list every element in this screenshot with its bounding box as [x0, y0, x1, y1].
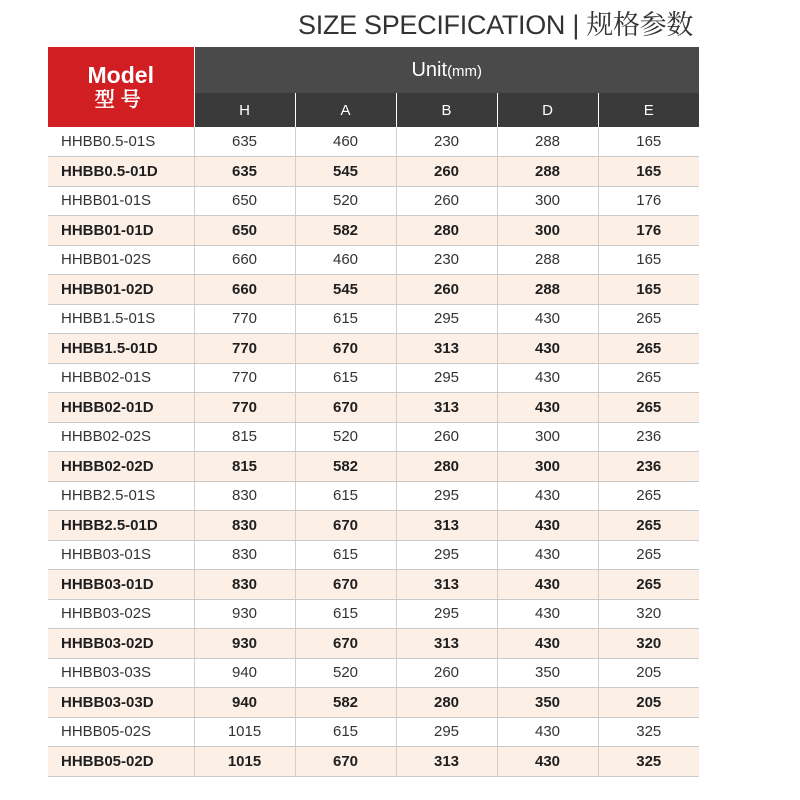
cell-a: 670: [295, 511, 396, 541]
cell-e: 165: [598, 127, 699, 157]
table-row: [48, 688, 699, 718]
cell-d: 288: [497, 127, 598, 157]
model-label-en: Model: [87, 62, 154, 88]
table-row: [48, 511, 699, 541]
cell-d: 430: [497, 570, 598, 600]
model-cell: HHBB05-02S: [48, 717, 194, 747]
cell-a: 615: [295, 540, 396, 570]
column-header-h: H: [194, 93, 295, 127]
model-cell: HHBB03-02D: [48, 629, 194, 659]
cell-b: 313: [396, 747, 497, 777]
cell-e: 165: [598, 245, 699, 275]
cell-h: 660: [194, 245, 295, 275]
table-row: [48, 717, 699, 747]
model-cell: HHBB0.5-01S: [48, 127, 194, 157]
table-row: [48, 599, 699, 629]
cell-d: 300: [497, 452, 598, 482]
table-row: [48, 275, 699, 305]
model-cell: HHBB1.5-01S: [48, 304, 194, 334]
cell-b: 230: [396, 245, 497, 275]
cell-e: 325: [598, 717, 699, 747]
cell-a: 670: [295, 747, 396, 777]
cell-e: 205: [598, 688, 699, 718]
cell-e: 236: [598, 452, 699, 482]
table-row: [48, 245, 699, 275]
cell-d: 350: [497, 658, 598, 688]
cell-a: 460: [295, 127, 396, 157]
cell-h: 930: [194, 629, 295, 659]
cell-b: 295: [396, 540, 497, 570]
cell-a: 520: [295, 658, 396, 688]
cell-e: 176: [598, 216, 699, 246]
page-title: SIZE SPECIFICATION | 规格参数: [298, 10, 694, 40]
cell-e: 265: [598, 540, 699, 570]
cell-d: 300: [497, 186, 598, 216]
table-row: [48, 629, 699, 659]
cell-d: 430: [497, 393, 598, 423]
cell-b: 260: [396, 157, 497, 187]
cell-h: 770: [194, 363, 295, 393]
cell-a: 545: [295, 275, 396, 305]
model-cell: HHBB2.5-01S: [48, 481, 194, 511]
model-cell: HHBB2.5-01D: [48, 511, 194, 541]
table-row: [48, 747, 699, 777]
cell-h: 635: [194, 157, 295, 187]
cell-b: 295: [396, 481, 497, 511]
column-header-d: D: [497, 93, 598, 127]
model-cell: HHBB01-02D: [48, 275, 194, 305]
unit-suffix: (mm): [447, 62, 483, 80]
cell-h: 830: [194, 481, 295, 511]
cell-d: 288: [497, 275, 598, 305]
cell-e: 265: [598, 511, 699, 541]
table-row: [48, 304, 699, 334]
cell-b: 260: [396, 186, 497, 216]
cell-b: 260: [396, 658, 497, 688]
model-cell: HHBB02-02S: [48, 422, 194, 452]
cell-h: 830: [194, 511, 295, 541]
cell-d: 430: [497, 599, 598, 629]
model-cell: HHBB01-01S: [48, 186, 194, 216]
cell-h: 930: [194, 599, 295, 629]
cell-a: 615: [295, 304, 396, 334]
cell-b: 295: [396, 599, 497, 629]
unit-label: Unit: [411, 58, 448, 81]
cell-b: 313: [396, 570, 497, 600]
cell-h: 940: [194, 688, 295, 718]
cell-e: 176: [598, 186, 699, 216]
table-body: [48, 127, 699, 776]
cell-e: 265: [598, 334, 699, 364]
cell-a: 670: [295, 334, 396, 364]
model-column-header: [48, 47, 194, 127]
cell-d: 430: [497, 717, 598, 747]
cell-a: 520: [295, 186, 396, 216]
cell-e: 265: [598, 363, 699, 393]
cell-h: 1015: [194, 747, 295, 777]
cell-e: 205: [598, 658, 699, 688]
column-header-b: B: [396, 93, 497, 127]
cell-b: 230: [396, 127, 497, 157]
cell-a: 582: [295, 688, 396, 718]
table-row: [48, 157, 699, 187]
cell-a: 545: [295, 157, 396, 187]
table-row: [48, 540, 699, 570]
cell-b: 313: [396, 629, 497, 659]
table-row: [48, 186, 699, 216]
cell-b: 295: [396, 717, 497, 747]
table-row: [48, 452, 699, 482]
model-cell: HHBB02-01D: [48, 393, 194, 423]
cell-d: 300: [497, 422, 598, 452]
column-header-a: A: [295, 93, 396, 127]
cell-e: 165: [598, 275, 699, 305]
cell-d: 350: [497, 688, 598, 718]
cell-d: 288: [497, 245, 598, 275]
cell-b: 260: [396, 275, 497, 305]
model-cell: HHBB02-02D: [48, 452, 194, 482]
size-specification-table: [48, 47, 699, 777]
cell-d: 430: [497, 629, 598, 659]
cell-h: 650: [194, 186, 295, 216]
cell-h: 830: [194, 570, 295, 600]
cell-d: 430: [497, 334, 598, 364]
cell-e: 265: [598, 570, 699, 600]
table-row: [48, 216, 699, 246]
model-cell: HHBB0.5-01D: [48, 157, 194, 187]
model-cell: HHBB03-02S: [48, 599, 194, 629]
cell-e: 265: [598, 393, 699, 423]
cell-e: 165: [598, 157, 699, 187]
cell-a: 460: [295, 245, 396, 275]
cell-h: 660: [194, 275, 295, 305]
cell-h: 815: [194, 422, 295, 452]
cell-a: 520: [295, 422, 396, 452]
model-label-cn: 型号: [94, 89, 147, 111]
column-header-e: E: [598, 93, 699, 127]
cell-h: 770: [194, 334, 295, 364]
model-cell: HHBB02-01S: [48, 363, 194, 393]
cell-d: 430: [497, 747, 598, 777]
cell-b: 280: [396, 216, 497, 246]
cell-h: 635: [194, 127, 295, 157]
cell-e: 325: [598, 747, 699, 777]
table-row: [48, 422, 699, 452]
cell-d: 430: [497, 511, 598, 541]
cell-d: 288: [497, 157, 598, 187]
cell-h: 650: [194, 216, 295, 246]
cell-a: 615: [295, 599, 396, 629]
table-row: [48, 363, 699, 393]
cell-h: 940: [194, 658, 295, 688]
cell-d: 300: [497, 216, 598, 246]
cell-a: 615: [295, 717, 396, 747]
model-cell: HHBB03-03S: [48, 658, 194, 688]
model-cell: HHBB01-01D: [48, 216, 194, 246]
table-row: [48, 127, 699, 157]
table-row: [48, 481, 699, 511]
cell-a: 582: [295, 216, 396, 246]
table-row: [48, 393, 699, 423]
model-cell: HHBB05-02D: [48, 747, 194, 777]
table-row: [48, 570, 699, 600]
model-cell: HHBB03-03D: [48, 688, 194, 718]
table-row: [48, 658, 699, 688]
cell-e: 265: [598, 481, 699, 511]
cell-d: 430: [497, 304, 598, 334]
cell-a: 670: [295, 629, 396, 659]
cell-d: 430: [497, 540, 598, 570]
cell-a: 615: [295, 363, 396, 393]
model-cell: HHBB1.5-01D: [48, 334, 194, 364]
cell-b: 313: [396, 511, 497, 541]
cell-e: 236: [598, 422, 699, 452]
cell-b: 280: [396, 452, 497, 482]
cell-d: 430: [497, 481, 598, 511]
cell-e: 265: [598, 304, 699, 334]
cell-e: 320: [598, 629, 699, 659]
cell-a: 582: [295, 452, 396, 482]
cell-h: 815: [194, 452, 295, 482]
cell-a: 615: [295, 481, 396, 511]
cell-b: 313: [396, 393, 497, 423]
model-cell: HHBB01-02S: [48, 245, 194, 275]
model-cell: HHBB03-01S: [48, 540, 194, 570]
cell-b: 313: [396, 334, 497, 364]
cell-d: 430: [497, 363, 598, 393]
cell-e: 320: [598, 599, 699, 629]
unit-header: [194, 47, 699, 93]
cell-b: 280: [396, 688, 497, 718]
cell-b: 260: [396, 422, 497, 452]
cell-a: 670: [295, 570, 396, 600]
model-cell: HHBB03-01D: [48, 570, 194, 600]
cell-h: 1015: [194, 717, 295, 747]
table-row: [48, 334, 699, 364]
cell-h: 770: [194, 304, 295, 334]
cell-b: 295: [396, 363, 497, 393]
cell-h: 830: [194, 540, 295, 570]
cell-b: 295: [396, 304, 497, 334]
cell-h: 770: [194, 393, 295, 423]
cell-a: 670: [295, 393, 396, 423]
